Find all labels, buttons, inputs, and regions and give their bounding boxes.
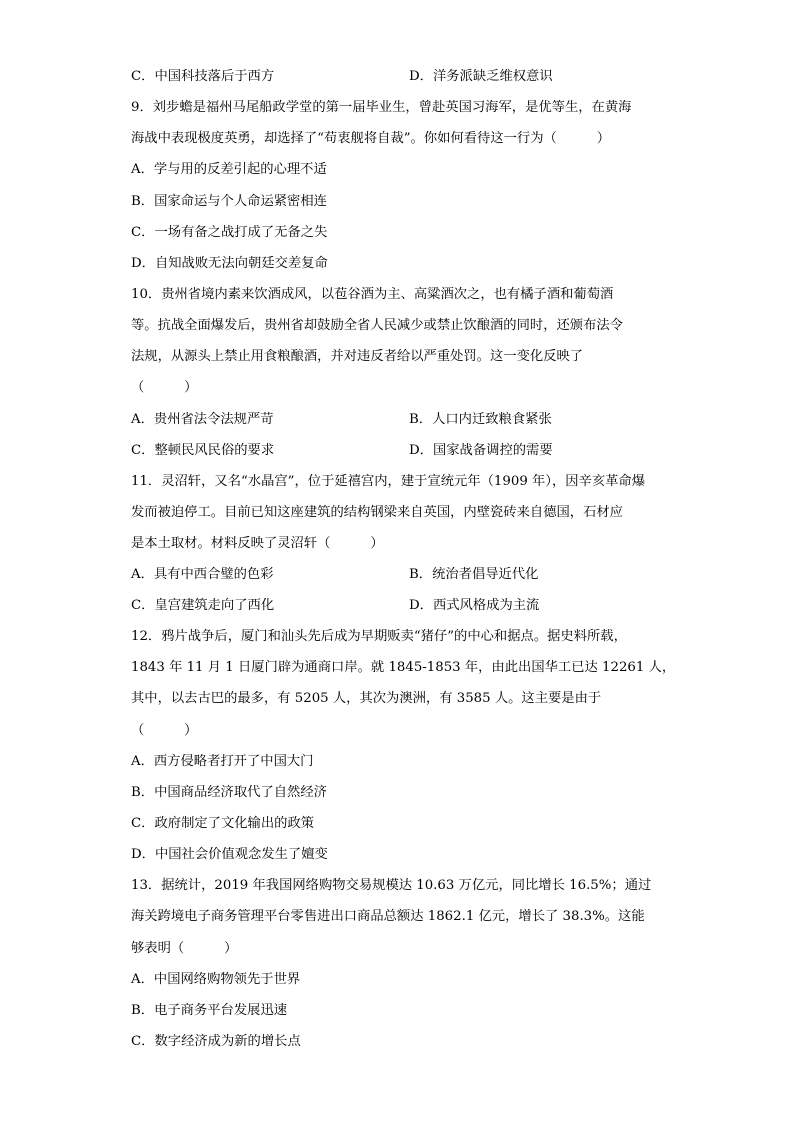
option-right: B．人口内迁致粮食紧张 <box>409 412 552 427</box>
text-line: 10．贵州省境内素来饮酒成风，以苞谷酒为主、高粱酒次之，也有橘子酒和葡萄酒 <box>131 287 614 302</box>
text-line: A．西方侵略者打开了中国大门 <box>131 754 314 769</box>
text-line: 12．鸦片战争后，厦门和汕头先后成为早期贩卖“猪仔”的中心和据点。据史料所载， <box>131 629 627 644</box>
option-left: A．贵州省法令法规严苛 <box>131 412 274 427</box>
text-line: 等。抗战全面爆发后，贵州省却鼓励全省人民减少或禁止饮酿酒的同时，还颁布法令 <box>131 318 623 333</box>
text-line <box>131 590 671 621</box>
text-line <box>131 61 671 92</box>
option-left: A．具有中西合璧的色彩 <box>131 567 274 582</box>
text-line: 海战中表现极度英勇，却选择了“苟衷舰将自裁”。你如何看待这一行为（ ） <box>131 131 610 146</box>
text-line: 法规，从源头上禁止用食粮酿酒，并对违反者给以严重处罚。这一变化反映了 <box>131 349 584 364</box>
option-left: C．整顿民风民俗的要求 <box>131 443 275 458</box>
text-line <box>131 559 671 590</box>
text-line: 够表明（ ） <box>131 941 238 956</box>
text-line: C．政府制定了文化输出的政策 <box>131 816 315 831</box>
option-right: D．国家战备调控的需要 <box>409 443 553 458</box>
text-line: B．国家命运与个人命运紧密相连 <box>131 194 327 209</box>
text-line: C．数字经济成为新的增长点 <box>131 1034 301 1049</box>
text-line: （ ） <box>131 380 198 395</box>
text-line: 11．灵沼轩，又名“水晶宫”，位于延禧宫内，建于宣统元年（1909 年），因辛亥革命爆 <box>131 474 646 489</box>
text-line: C．一场有备之战打成了无备之失 <box>131 225 328 240</box>
option-right: B．统治者倡导近代化 <box>409 567 539 582</box>
option-right: D．西式风格成为主流 <box>409 598 540 613</box>
text-line: A．学与用的反差引起的心理不适 <box>131 162 327 177</box>
text-line: A．中国网络购物领先于世界 <box>131 972 301 987</box>
text-line: B．电子商务平台发展迅速 <box>131 1003 288 1018</box>
text-line: 9．刘步蟾是福州马尾船政学堂的第一届毕业生，曾赴英国习海军，是优等生，在黄海 <box>131 100 632 115</box>
text-line <box>131 404 671 435</box>
option-left: C．皇宫建筑走向了西化 <box>131 598 275 613</box>
text-line: D．中国社会价值观念发生了嬗变 <box>131 847 328 862</box>
text-line: 13．据统计，2019 年我国网络购物交易规模达 10.63 万亿元，同比增长 16.5%；通过 <box>131 878 652 893</box>
text-line: 其中，以去古巴的最多，有 5205 人，其次为澳洲，有 3585 人。这主要是由于 <box>131 691 602 706</box>
option-right: D．洋务派缺乏维权意识 <box>409 69 553 84</box>
text-line: D．自知战败无法向朝廷交差复命 <box>131 256 328 271</box>
text-line: 海关跨境电子商务管理平台零售进出口商品总额达 1862.1 亿元，增长了 38.3%。这能 <box>131 909 645 924</box>
text-line: 1843 年 11 月 1 日厦门辟为通商口岸。就 1845-1853 年，由此出国华工已达 12261 人， <box>131 660 676 675</box>
text-line: 是本土取材。材料反映了灵沼轩（ ） <box>131 536 384 551</box>
option-left: C．中国科技落后于西方 <box>131 69 275 84</box>
text-line: 发而被迫停工。目前已知这座建筑的结构钢梁来自英国，内壁瓷砖来自德国，石材应 <box>131 505 623 520</box>
text-line: B．中国商品经济取代了自然经济 <box>131 785 327 800</box>
text-line <box>131 435 671 466</box>
text-line: （ ） <box>131 723 198 738</box>
